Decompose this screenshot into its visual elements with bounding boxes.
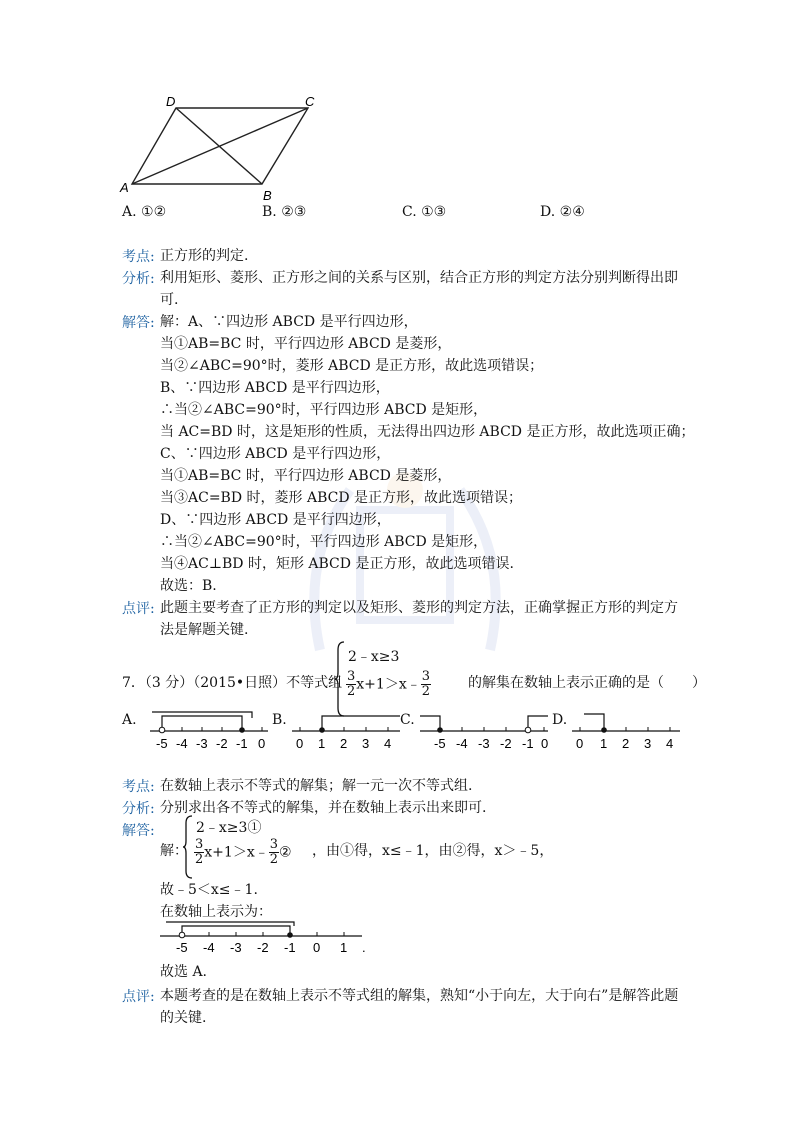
svg-text:.: . xyxy=(362,940,366,955)
q7-sol-line2: 故﹣5＜x≤﹣1. xyxy=(160,882,258,898)
q7-option-b-numberline xyxy=(288,706,403,754)
q7-sol-line4: 故选 A. xyxy=(160,964,208,980)
svg-text:0: 0 xyxy=(296,736,304,751)
q6-solution-line: 当①AB=BC 时，平行四边形 ABCD 是菱形， xyxy=(160,468,452,484)
q6-kaodian-label: 考点: xyxy=(122,249,155,265)
svg-text:0: 0 xyxy=(313,940,321,955)
q6-option-a: A. ①② xyxy=(122,204,167,220)
q7-dianping-label: 点评: xyxy=(122,989,155,1005)
q6-solution-line: D、∵四边形 ABCD 是平行四边形， xyxy=(160,512,391,528)
q6-solution-line: B、∵四边形 ABCD 是平行四边形， xyxy=(160,380,390,396)
q6-fenxi-1: 利用矩形、菱形、正方形之间的关系与区别，结合正方形的判定方法分别判断得出即 xyxy=(160,270,678,286)
svg-text:0: 0 xyxy=(576,736,584,751)
q7-jieda-label: 解答: xyxy=(122,823,155,839)
q7-ineq1: 2﹣x≥3 xyxy=(348,649,400,665)
q6-dianping-1: 此题主要考查了正方形的判定以及矩形、菱形的判定方法，正确掌握正方形的判定方 xyxy=(160,600,678,616)
q6-solution-line: 故选：B. xyxy=(160,578,217,594)
q6-solution-line: ∴当②∠ABC=90°时，平行四边形 ABCD 是矩形， xyxy=(160,402,488,418)
svg-text:4: 4 xyxy=(666,736,674,751)
q7-sol-ineq1: 2﹣x≥3① xyxy=(196,820,262,836)
q7-option-d-numberline xyxy=(568,706,683,754)
svg-text:1: 1 xyxy=(318,736,326,751)
svg-text:3: 3 xyxy=(644,736,652,751)
svg-text:3: 3 xyxy=(362,736,370,751)
q6-option-b: B. ②③ xyxy=(262,204,307,220)
vertex-d-label: D xyxy=(166,94,176,109)
q6-option-c: C. ①③ xyxy=(402,204,447,220)
q7-sol-line3: 在数轴上表示为： xyxy=(160,904,272,920)
q7-option-a-letter: A. xyxy=(122,712,137,728)
q7-sol-ineq2: $\frac{3}{2}$ x+1＞x﹣ $\frac{3}{2}$ ② xyxy=(195,837,292,867)
svg-text:1: 1 xyxy=(340,940,348,955)
svg-text:-5: -5 xyxy=(156,736,168,751)
svg-text:-5: -5 xyxy=(176,940,188,955)
svg-text:-4: -4 xyxy=(176,736,188,751)
svg-text:-2: -2 xyxy=(500,736,512,751)
q7-stem-prefix: 7．（3 分）（2015•日照）不等式组 xyxy=(122,675,343,691)
q6-solution-line: ∴当②∠ABC=90°时，平行四边形 ABCD 是矩形， xyxy=(160,534,488,550)
vertex-c-label: C xyxy=(305,94,315,109)
q6-dianping-2: 法是解题关键. xyxy=(160,622,249,638)
svg-text:-4: -4 xyxy=(203,940,215,955)
q7-option-a-numberline xyxy=(140,706,275,754)
q6-solution-line: 当③AC=BD 时，菱形 ABCD 是正方形，故此选项错误； xyxy=(160,490,523,506)
svg-text:-1: -1 xyxy=(522,736,534,751)
q7-sol-after: ，由①得，x≤﹣1，由②得，x＞﹣5， xyxy=(312,843,554,859)
q6-solution-line: 解：A、∵四边形 ABCD 是平行四边形， xyxy=(160,314,418,330)
svg-text:-2: -2 xyxy=(257,940,269,955)
q6-solution-line: 当①AB=BC 时，平行四边形 ABCD 是菱形， xyxy=(160,336,452,352)
q6-kaodian: 正方形的判定. xyxy=(160,248,249,264)
svg-text:-2: -2 xyxy=(216,736,228,751)
svg-text:-5: -5 xyxy=(434,736,446,751)
q7-dianping-2: 的关键. xyxy=(160,1010,207,1026)
q6-solution-line: 当④AC⊥BD 时，矩形 ABCD 是正方形，故此选项错误. xyxy=(160,556,514,572)
q7-ineq2: $\frac{3}{2}$ x+1＞x﹣ $\frac{3}{2}$ xyxy=(347,669,430,699)
svg-text:2: 2 xyxy=(622,736,630,751)
svg-text:1: 1 xyxy=(600,736,608,751)
svg-text:-1: -1 xyxy=(284,940,296,955)
q7-kaodian-label: 考点: xyxy=(122,779,155,795)
svg-text:-1: -1 xyxy=(236,736,248,751)
parallelogram-figure xyxy=(118,92,328,204)
svg-text:2: 2 xyxy=(340,736,348,751)
svg-text:-3: -3 xyxy=(478,736,490,751)
q7-option-b-letter: B. xyxy=(272,712,287,728)
svg-text:0: 0 xyxy=(541,736,549,751)
q6-solution-line: 当②∠ABC=90°时，菱形 ABCD 是正方形，故此选项错误； xyxy=(160,358,544,374)
q7-option-d-letter: D. xyxy=(552,712,568,728)
vertex-a-label: A xyxy=(120,180,129,195)
svg-text:0: 0 xyxy=(258,736,266,751)
q6-fenxi-2: 可. xyxy=(160,292,179,308)
q7-option-c-numberline xyxy=(414,706,554,754)
q6-solution-line: C、∵四边形 ABCD 是平行四边形， xyxy=(160,446,391,462)
q7-kaodian: 在数轴上表示不等式的解集；解一元一次不等式组. xyxy=(160,778,473,794)
svg-text:4: 4 xyxy=(384,736,392,751)
svg-text:-3: -3 xyxy=(196,736,208,751)
svg-text:-4: -4 xyxy=(456,736,468,751)
vertex-b-label: B xyxy=(263,188,272,203)
q6-fenxi-label: 分析: xyxy=(122,271,155,287)
q6-solution-line: 当 AC=BD 时，这是矩形的性质，无法得出四边形 ABCD 是正方形，故此选项正确； xyxy=(160,424,695,440)
q7-fenxi: 分别求出各不等式的解集，并在数轴上表示出来即可. xyxy=(160,800,487,816)
q7-fenxi-label: 分析: xyxy=(122,801,155,817)
q6-jieda-label: 解答: xyxy=(122,315,155,331)
svg-text:-3: -3 xyxy=(230,940,242,955)
q7-stem-suffix: 的解集在数轴上表示正确的是（ ） xyxy=(468,675,706,691)
q6-dianping-label: 点评: xyxy=(122,601,155,617)
q7-sol-numberline xyxy=(158,916,378,958)
q7-dianping-1: 本题考查的是在数轴上表示不等式组的解集，熟知“小于向左，大于向右”是解答此题 xyxy=(160,988,679,1004)
q7-sol-jie: 解： xyxy=(160,843,188,859)
q7-sol-brace xyxy=(182,814,194,880)
q7-option-c-letter: C. xyxy=(400,712,415,728)
q6-option-d: D. ②④ xyxy=(540,204,585,220)
